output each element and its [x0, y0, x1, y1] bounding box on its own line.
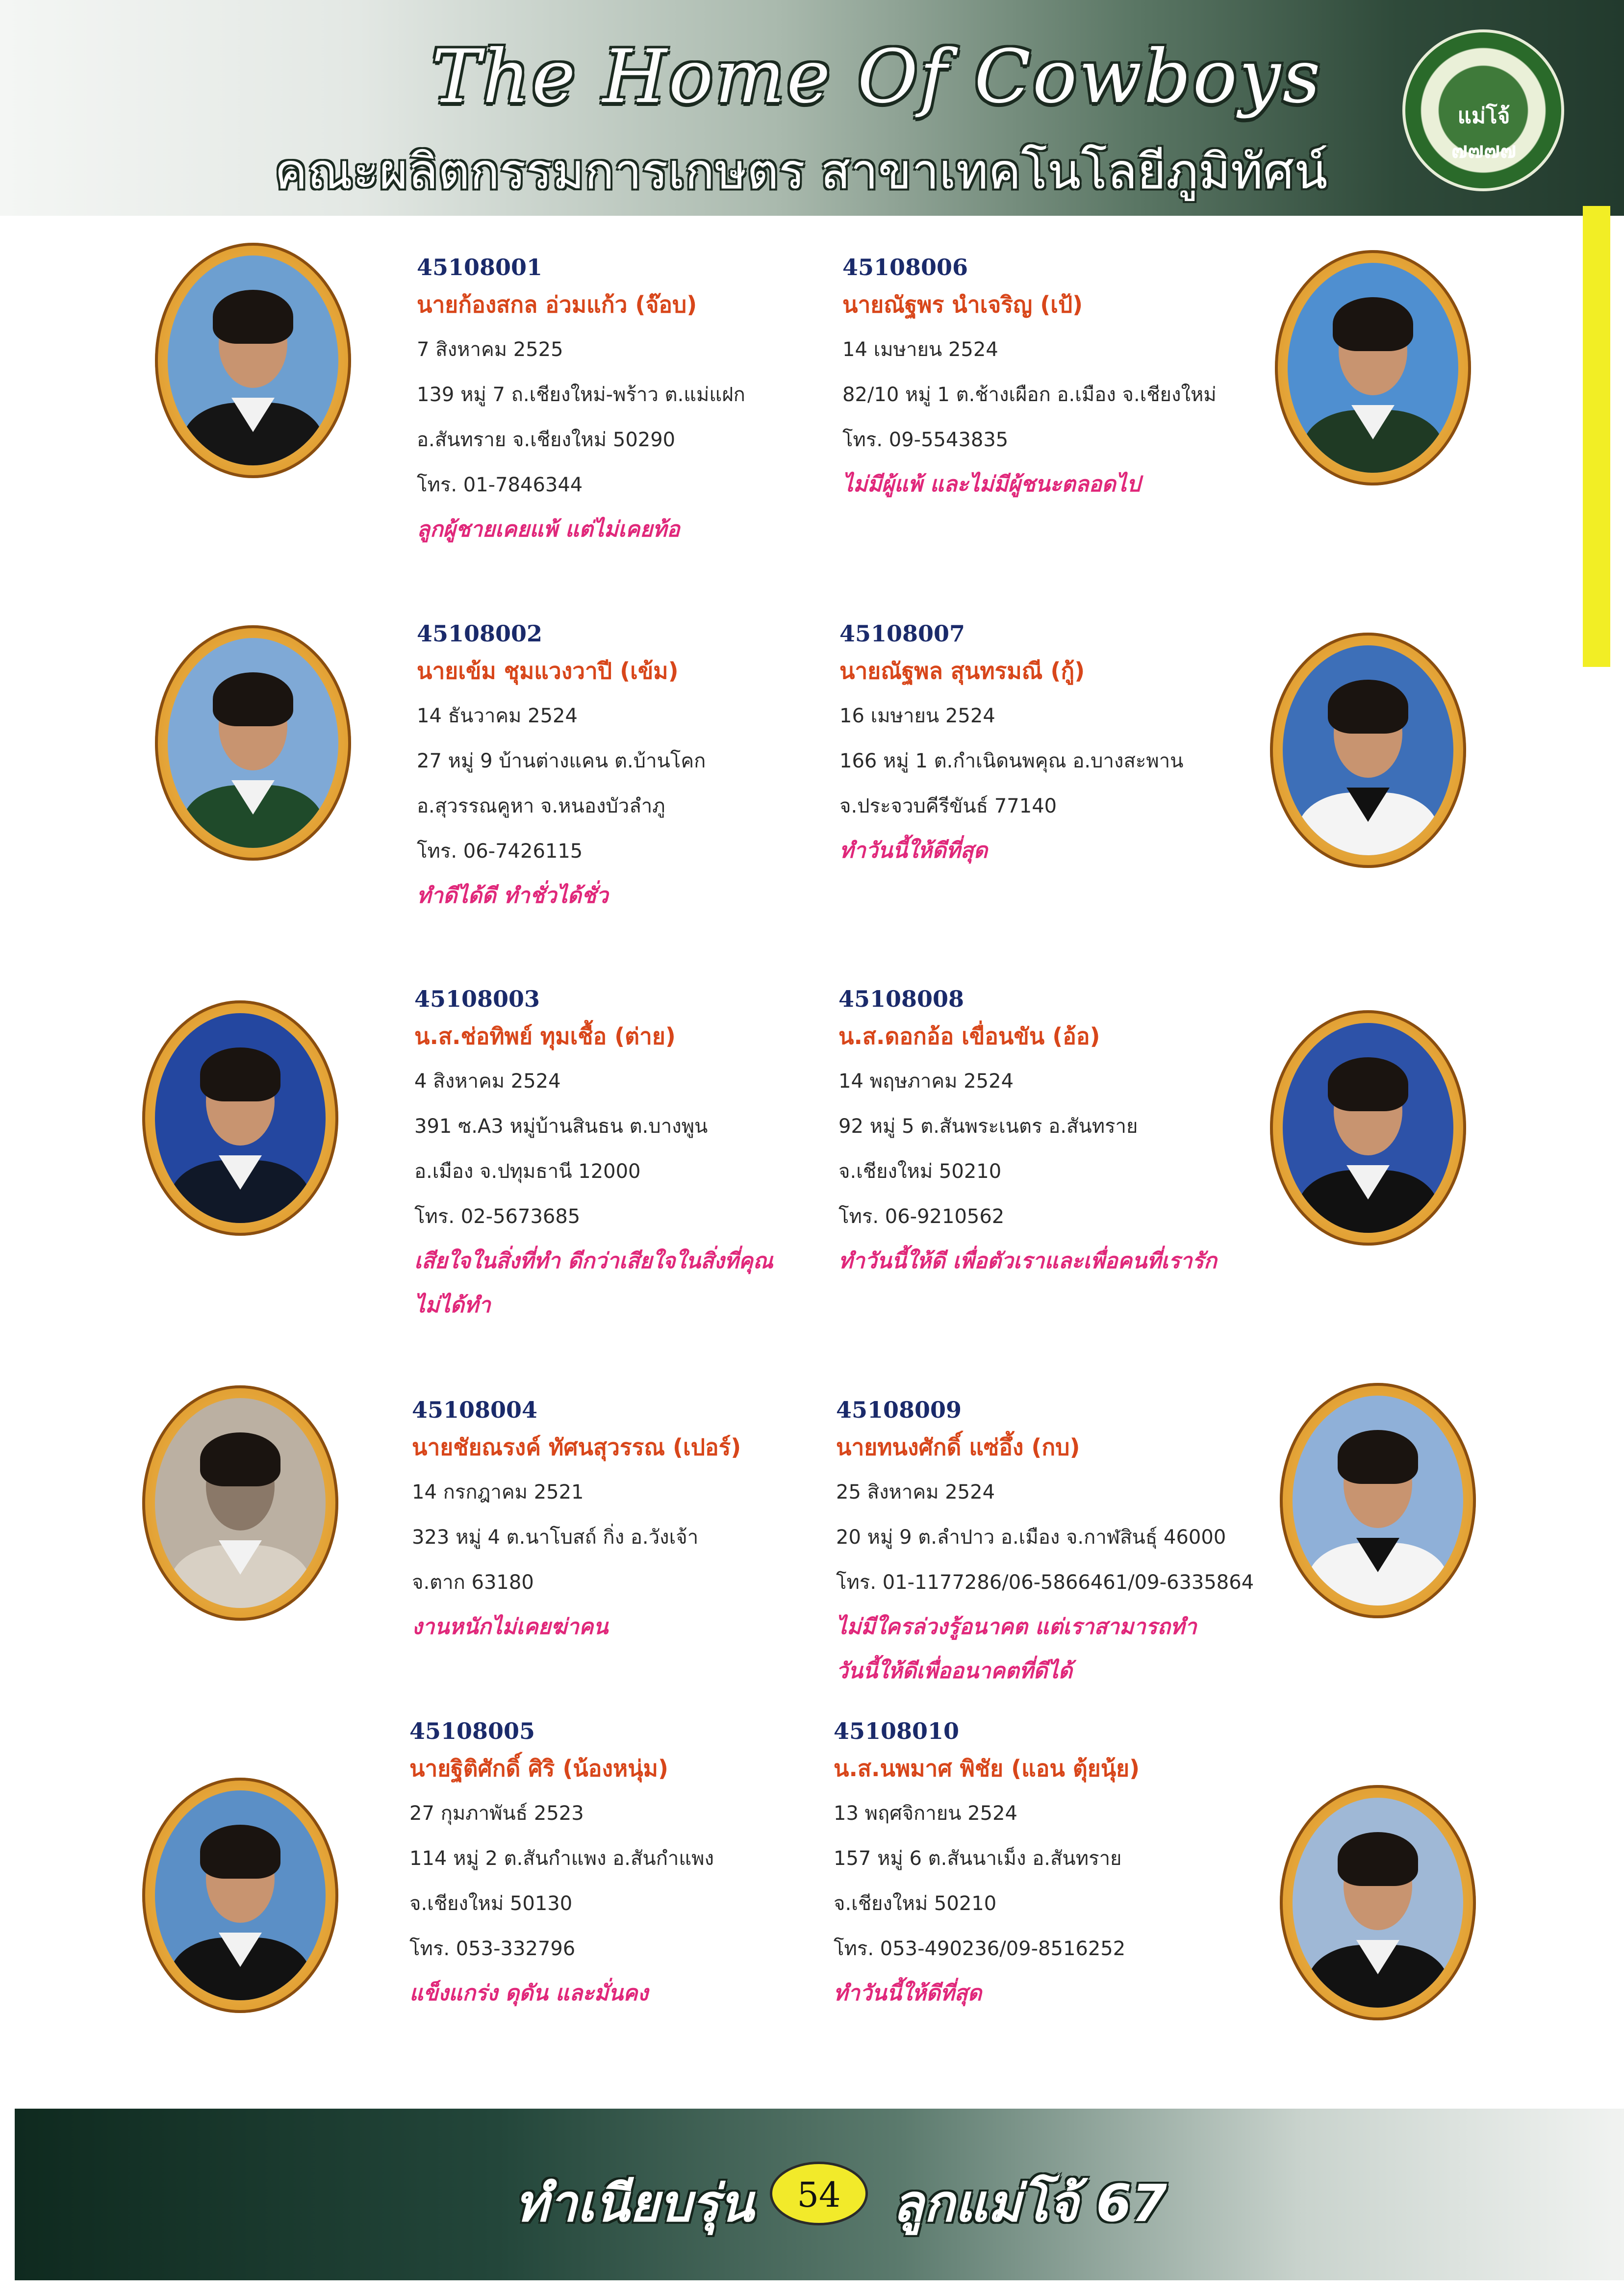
address-line: 166 หมู่ 1 ต.กำเนิดนพคุณ อ.บางสะพาน [839, 750, 1184, 772]
address-line: 157 หมู่ 6 ต.สันนาเม็ง อ.สันทราย [834, 1847, 1122, 1870]
student-id: 45108003 [414, 986, 540, 1012]
student-name: นายก้องสกล อ่วมแก้ว (จ๊อบ) [417, 291, 697, 318]
student-photo [142, 1000, 338, 1236]
page-number: 54 [797, 2175, 841, 2215]
address-line: อ.สุวรรณคูหา จ.หนองบัวลำภู [417, 795, 665, 817]
address-line: จ.ประจวบคีรีขันธ์ 77140 [839, 795, 1057, 817]
birth-date: 14 พฤษภาคม 2524 [838, 1070, 1014, 1093]
motto: เสียใจในสิ่งที่ทำ ดีกว่าเสียใจในสิ่งที่คุณไม่ได้ทำ [414, 1249, 773, 1318]
university-seal-icon [1402, 29, 1564, 191]
student-id: 45108007 [839, 620, 965, 647]
motto: ทำวันนี้ให้ดีที่สุด [839, 838, 988, 863]
page-footer [15, 2109, 1624, 2280]
address-line: อ.เมือง จ.ปทุมธานี 12000 [414, 1160, 641, 1183]
motto: ทำวันนี้ให้ดี เพื่อตัวเราและเพื่อคนที่เรารัก [838, 1249, 1217, 1274]
student-id: 45108004 [412, 1397, 538, 1423]
address-line: 92 หมู่ 5 ต.สันพระเนตร อ.สันทราย [838, 1115, 1138, 1138]
student-entry [838, 984, 1241, 1283]
phone: โทร. 01-1177286/06-5866461/09-6335864 [836, 1571, 1254, 1594]
phone: โทร. 053-490236/09-8516252 [834, 1938, 1126, 1960]
birth-date: 25 สิงหาคม 2524 [836, 1481, 995, 1504]
address-line: จ.เชียงใหม่ 50210 [838, 1160, 1002, 1183]
motto: ทำวันนี้ให้ดีที่สุด [834, 1981, 982, 2006]
address-line: จ.เชียงใหม่ 50130 [409, 1892, 573, 1915]
student-name: น.ส.ช่อทิพย์ ทุมเชื้อ (ต่าย) [414, 1023, 676, 1049]
student-id: 45108006 [842, 254, 968, 280]
phone: โทร. 053-332796 [409, 1938, 576, 1960]
address-line: จ.เชียงใหม่ 50210 [834, 1892, 997, 1915]
student-photo [155, 625, 351, 861]
motto: ไม่มีใครล่วงรู้อนาคต แต่เราสามารถทำวันนี้ให้ดีเพื่ออนาคตที่ดีได้ [836, 1614, 1197, 1683]
student-name: นายทนงศักดิ์ แซ่อึ้ง (กบ) [836, 1434, 1080, 1460]
student-entry [417, 253, 819, 552]
birth-date: 7 สิงหาคม 2525 [417, 338, 563, 361]
student-photo [1270, 633, 1466, 868]
student-photo [142, 1385, 338, 1621]
address-line: 82/10 หมู่ 1 ต.ช้างเผือก อ.เมือง จ.เชียงใหม่ [842, 383, 1217, 406]
student-photo [1270, 1010, 1466, 1246]
student-name: นายณัฐพร นำเจริญ (เป้) [842, 291, 1083, 318]
student-id: 45108009 [836, 1397, 962, 1423]
student-name: นายณัฐพล สุนทรมณี (กู้) [839, 658, 1085, 684]
address-line: 323 หมู่ 4 ต.นาโบสถ์ กิ่ง อ.วังเจ้า [412, 1526, 699, 1549]
motto: ลูกผู้ชายเคยแพ้ แต่ไม่เคยท้อ [417, 517, 680, 542]
student-name: นายฐิติศักดิ์ ศิริ (น้องหนุ่ม) [409, 1755, 669, 1782]
student-photo [142, 1778, 338, 2013]
birth-date: 16 เมษายน 2524 [839, 705, 995, 727]
phone: โทร. 09-5543835 [842, 429, 1009, 451]
student-id: 45108005 [409, 1718, 535, 1744]
student-photo [155, 243, 351, 478]
student-entry [836, 1395, 1254, 1693]
birth-date: 14 ธันวาคม 2524 [417, 705, 578, 727]
student-id: 45108008 [838, 986, 964, 1012]
phone: โทร. 02-5673685 [414, 1205, 581, 1228]
phone: โทร. 06-9210562 [838, 1205, 1005, 1228]
student-name: นายชัยณรงค์ ทัศนสุวรรณ (เปอร์) [412, 1434, 741, 1460]
address-line: 114 หมู่ 2 ต.สันกำแพง อ.สันกำแพง [409, 1847, 714, 1870]
page-number-badge [770, 2162, 868, 2225]
birth-date: 14 กรกฎาคม 2521 [412, 1481, 584, 1504]
accent-bar [1583, 206, 1610, 667]
student-id: 45108001 [417, 254, 543, 280]
address-line: 391 ซ.A3 หมู่บ้านสินธน ต.บางพูน [414, 1115, 708, 1138]
phone: โทร. 01-7846344 [417, 474, 583, 496]
page-header [0, 0, 1624, 216]
address-line: จ.ตาก 63180 [412, 1571, 534, 1594]
birth-date: 13 พฤศจิกายน 2524 [834, 1802, 1017, 1825]
motto: แข็งแกร่ง ดุดัน และมั่นคง [409, 1981, 648, 2006]
footer-subtitle: ลูกแม่โจ้ 67 [892, 2173, 1167, 2233]
motto: ไม่มีผู้แพ้ และไม่มีผู้ชนะตลอดไป [842, 472, 1141, 497]
student-entry [409, 1716, 812, 2015]
student-name: น.ส.ดอกอ้อ เขื่อนขัน (อ้อ) [838, 1023, 1100, 1049]
student-entry [839, 619, 1242, 873]
student-id: 45108010 [834, 1718, 960, 1744]
student-name: นายเข้ม ชุมแวงวาปี (เข้ม) [417, 658, 679, 684]
page-subtitle: คณะผลิตกรรมการเกษตร สาขาเทคโนโลยีภูมิทัศน์ [275, 143, 1328, 200]
student-name: น.ส.นพมาศ พิชัย (แอน ตุ้ยนุ้ย) [834, 1755, 1140, 1782]
birth-date: 4 สิงหาคม 2524 [414, 1070, 561, 1093]
student-photo [1275, 250, 1471, 485]
birth-date: 14 เมษายน 2524 [842, 338, 998, 361]
student-id: 45108002 [417, 620, 543, 647]
student-entry [417, 619, 819, 918]
footer-title: ทำเนียบรุ่น [515, 2173, 754, 2233]
motto: งานหนักไม่เคยฆ่าคน [412, 1614, 609, 1639]
address-line: 20 หมู่ 9 ต.ลำปาว อ.เมือง จ.กาฬสินธุ์ 46000 [836, 1526, 1226, 1549]
student-photo [1280, 1785, 1476, 2020]
birth-date: 27 กุมภาพันธ์ 2523 [409, 1802, 584, 1825]
student-photo [1280, 1383, 1476, 1618]
student-entry [414, 984, 787, 1327]
student-entry [834, 1716, 1236, 2015]
page-title: The Home Of Cowboys [431, 34, 1322, 120]
address-line: 27 หมู่ 9 บ้านต่างแคน ต.บ้านโคก [417, 750, 706, 772]
seal-text: แม่โจ้ ๗๗๗๗ [1451, 103, 1517, 163]
address-line: 139 หมู่ 7 ถ.เชียงใหม่-พร้าว ต.แม่แฝก [417, 383, 745, 406]
motto: ทำดีได้ดี ทำชั่วได้ชั่ว [417, 883, 609, 908]
address-line: อ.สันทราย จ.เชียงใหม่ 50290 [417, 429, 676, 451]
student-entry [842, 253, 1244, 507]
phone: โทร. 06-7426115 [417, 840, 583, 863]
student-entry [412, 1395, 814, 1649]
